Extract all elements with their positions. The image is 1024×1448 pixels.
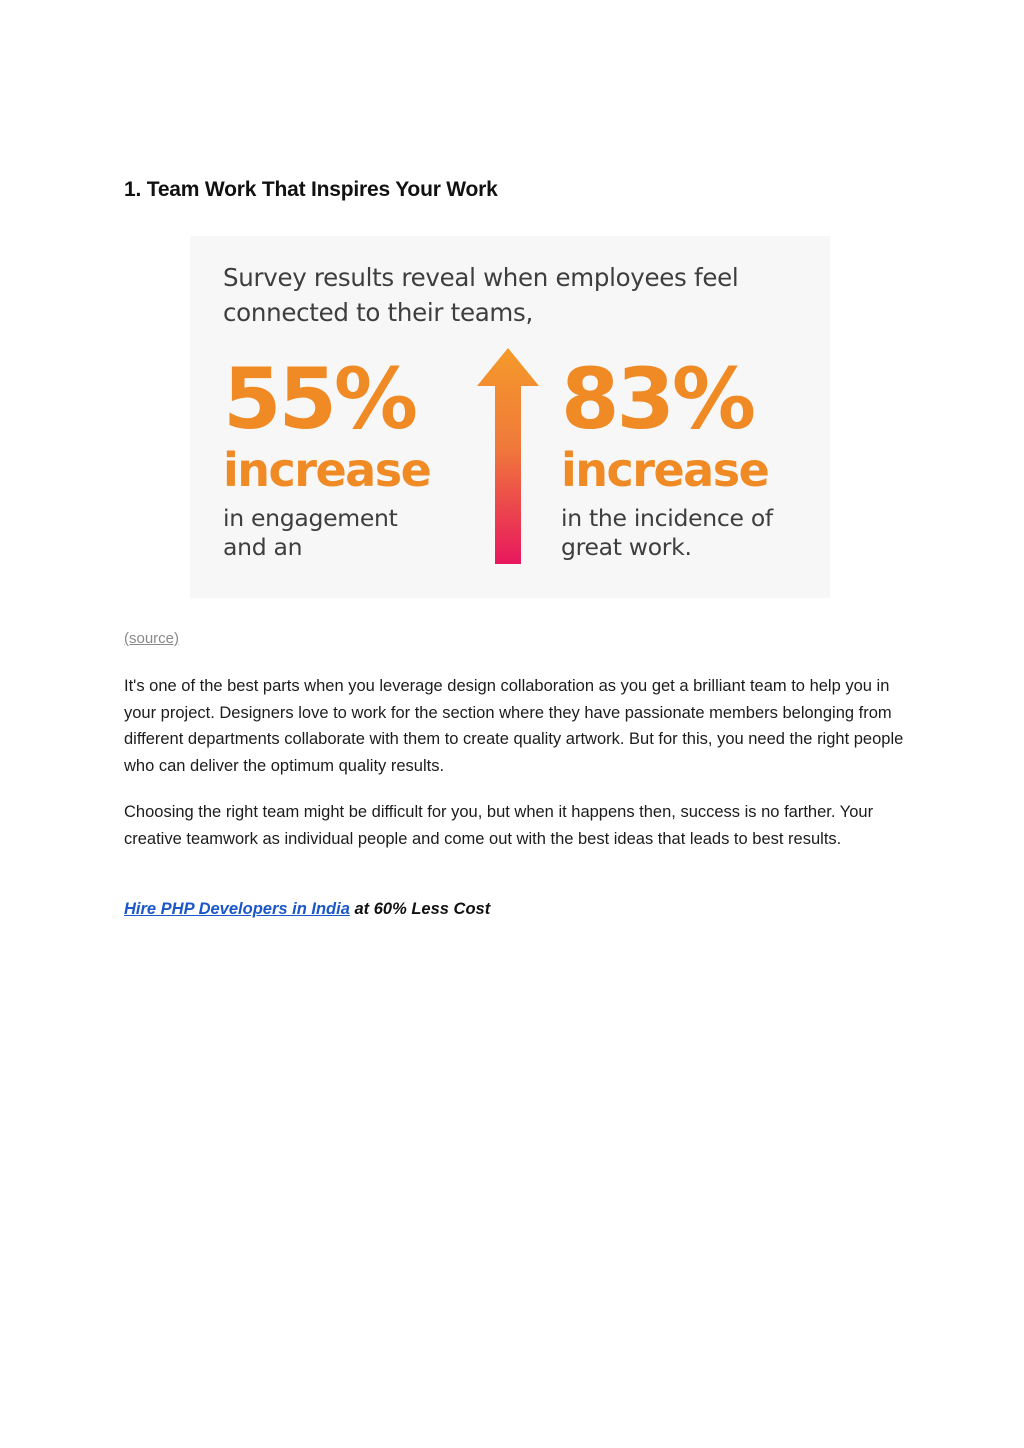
great-work-increase-label: increase (561, 443, 769, 497)
great-work-desc-line2: great work. (561, 533, 692, 561)
infographic-intro-line2: connected to their teams, (223, 298, 533, 327)
great-work-percent: 83% (561, 350, 754, 448)
engagement-description (223, 504, 483, 562)
survey-infographic (190, 236, 830, 598)
infographic-intro-line1: Survey results reveal when employees feel (223, 263, 739, 292)
engagement-stat (223, 350, 483, 562)
engagement-percent: 55% (223, 350, 416, 448)
great-work-description (561, 504, 821, 562)
up-arrow-icon (477, 348, 539, 566)
engagement-increase-label: increase (223, 443, 431, 497)
engagement-desc-line1: in engagement (223, 504, 398, 532)
great-work-desc-line1: in the incidence of (561, 504, 773, 532)
source-link[interactable]: (source) (124, 630, 180, 647)
body-paragraph-2: Choosing the right team might be difficult for you, but when it happens then, success is no farther. Your creative teamwork as individual people and come out with the best ideas that leads to best results. (124, 803, 874, 848)
body-paragraph-1: It's one of the best parts when you leverage design collaboration as you get a brilliant team to help you in your project. Designers love to work for the section where they have passionate members belonging from different departments collaborate with them to create quality artwork. But for this, you need the right people who can deliver the optimum quality results. (124, 677, 904, 775)
engagement-desc-line2: and an (223, 533, 303, 561)
call-to-action (124, 900, 490, 919)
cta-rest-text: at 60% Less Cost (349, 900, 491, 918)
hire-php-developers-link[interactable]: Hire PHP Developers in India (124, 900, 350, 918)
infographic-intro (223, 260, 813, 330)
great-work-stat (561, 350, 821, 562)
section-heading: 1. Team Work That Inspires Your Work (124, 178, 498, 201)
